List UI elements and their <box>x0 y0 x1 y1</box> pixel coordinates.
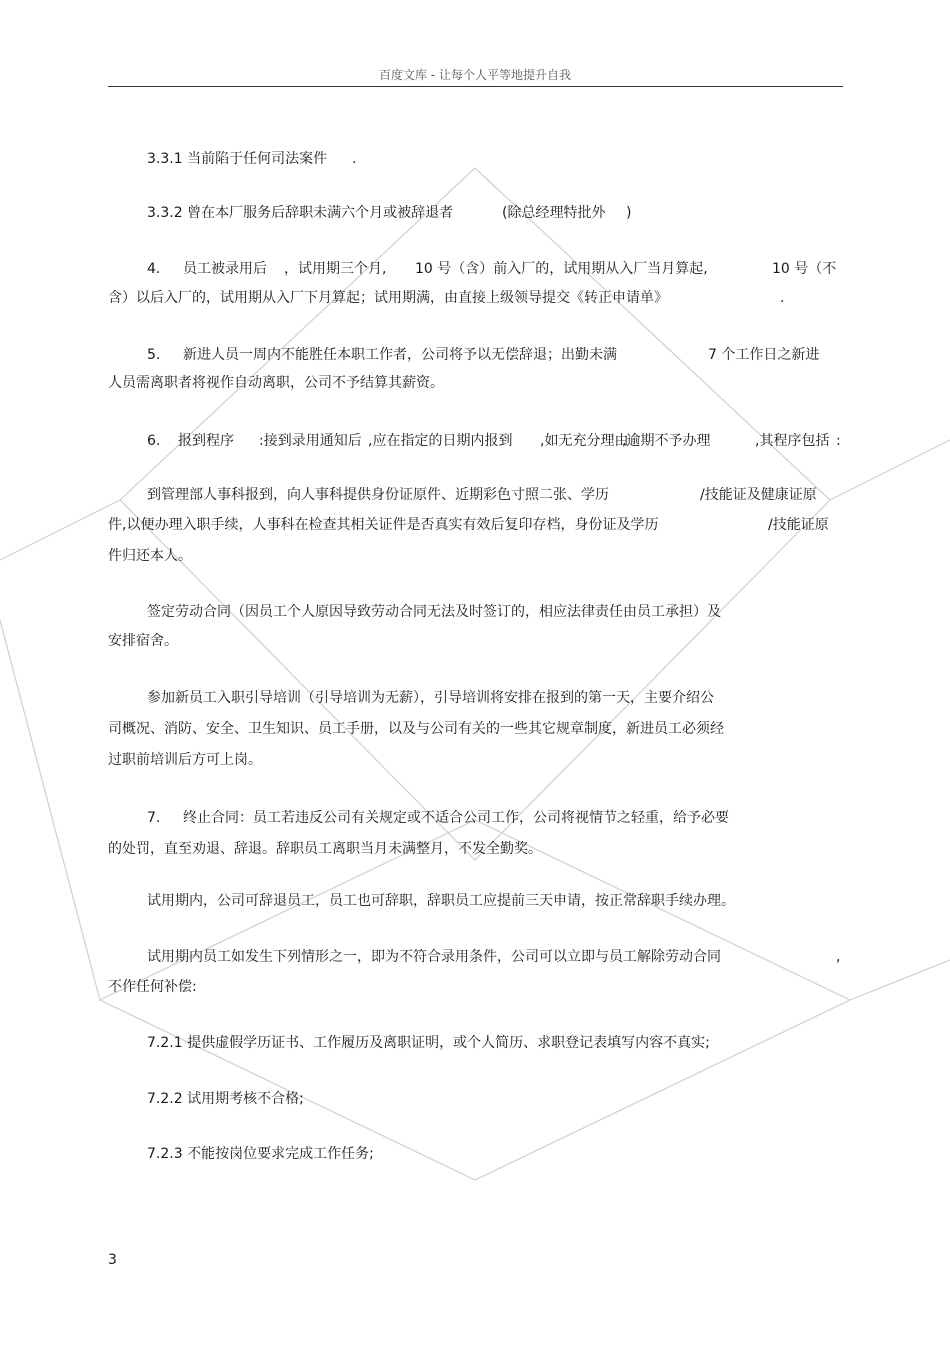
text-line-18-segment-1: , <box>836 949 841 965</box>
text-line-12-segment-0: 参加新员工入职引导培训（引导培训为无薪），引导培训将安排在报到的第一天，主要介绍公 <box>147 690 714 706</box>
text-line-18-segment-0: 试用期内员工如发生下列情形之一，即为不符合录用条件，公司可以立即与员工解除劳动合同 <box>147 949 721 965</box>
text-line-17-segment-0: 试用期内，公司可辞退员工，员工也可辞职，辞职员工应提前三天申请，按正常辞职手续办理。 <box>147 893 735 909</box>
text-line-2-segment-3: 10 号（含）前入厂的，试用期从入厂当月算起, <box>415 261 708 277</box>
text-line-1-segment-1: (除总经理特批外 <box>502 205 606 221</box>
text-line-4-segment-0: 5. <box>147 347 161 363</box>
text-line-4-segment-1: 新进人员一周内不能胜任本职工作者，公司将予以无偿辞退；出勤未满 <box>183 347 617 363</box>
text-line-6-segment-4: ,如无充分理由 <box>540 433 629 449</box>
text-line-0-segment-0: 3.3.1 当前陷于任何司法案件 <box>147 151 328 167</box>
text-line-8-segment-1: /技能证原 <box>768 517 829 533</box>
text-line-6-segment-6: ,其程序包括 <box>755 433 830 449</box>
text-line-6-segment-7: : <box>836 433 841 449</box>
text-line-0-segment-1: . <box>352 151 357 167</box>
text-line-21-segment-0: 7.2.2 试用期考核不合格; <box>147 1091 304 1107</box>
header-divider <box>108 86 843 87</box>
text-line-7-segment-1: /技能证及健康证原 <box>700 487 817 503</box>
text-line-15-segment-0: 7. <box>147 810 161 826</box>
text-line-16-segment-0: 的处罚，直至劝退、辞退。辞职员工离职当月未满整月，不发全勤奖。 <box>108 841 542 857</box>
page-header: 百度文库 - 让每个人平等地提升自我 <box>379 68 571 82</box>
text-line-14-segment-0: 过职前培训后方可上岗。 <box>108 752 262 768</box>
text-line-3-segment-1: . <box>780 290 785 306</box>
text-line-13-segment-0: 司概况、消防、安全、卫生知识、员工手册，以及与公司有关的一些其它规章制度，新进员工必须经 <box>108 721 724 737</box>
text-line-19-segment-0: 不作任何补偿: <box>108 979 197 995</box>
text-line-11-segment-0: 安排宿舍。 <box>108 633 178 649</box>
text-line-1-segment-2: ) <box>626 205 632 221</box>
text-line-6-segment-2: :接到录用通知后 <box>259 433 362 449</box>
text-line-9-segment-0: 件归还本人。 <box>108 548 192 564</box>
text-line-2-segment-4: 10 号（不 <box>772 261 837 277</box>
text-line-1-segment-0: 3.3.2 曾在本厂服务后辞职未满六个月或被辞退者 <box>147 205 454 221</box>
text-line-5-segment-0: 人员需离职者将视作自动离职，公司不予结算其薪资。 <box>108 375 444 391</box>
text-line-4-segment-2: 7 个工作日之新进 <box>708 347 820 363</box>
text-line-6-segment-5: ,逾期不予办理 <box>622 433 711 449</box>
page-number: 3 <box>108 1252 117 1268</box>
text-line-6-segment-0: 6. <box>147 433 161 449</box>
text-line-2-segment-0: 4. <box>147 261 161 277</box>
text-line-6-segment-1: 报到程序 <box>178 433 234 449</box>
text-line-15-segment-1: 终止合同：员工若违反公司有关规定或不适合公司工作，公司将视情节之轻重，给予必要 <box>183 810 729 826</box>
text-line-6-segment-3: ,应在指定的日期内报到 <box>368 433 513 449</box>
text-line-2-segment-1: 员工被录用后 <box>183 261 267 277</box>
text-line-20-segment-0: 7.2.1 提供虚假学历证书、工作履历及离职证明，或个人简历、求职登记表填写内容不真实; <box>147 1035 710 1051</box>
text-line-2-segment-2: ，试用期三个月, <box>284 261 387 277</box>
text-line-7-segment-0: 到管理部人事科报到，向人事科提供身份证原件、近期彩色寸照二张、学历 <box>147 487 609 503</box>
text-line-8-segment-0: 件,以便办理入职手续，人事科在检查其相关证件是否真实有效后复印存档，身份证及学历 <box>108 517 659 533</box>
text-line-22-segment-0: 7.2.3 不能按岗位要求完成工作任务; <box>147 1146 374 1162</box>
text-line-10-segment-0: 签定劳动合同（因员工个人原因导致劳动合同无法及时签订的，相应法律责任由员工承担）及 <box>147 604 721 620</box>
text-line-3-segment-0: 含）以后入厂的，试用期从入厂下月算起；试用期满，由直接上级领导提交《转正申请单》 <box>108 290 668 306</box>
